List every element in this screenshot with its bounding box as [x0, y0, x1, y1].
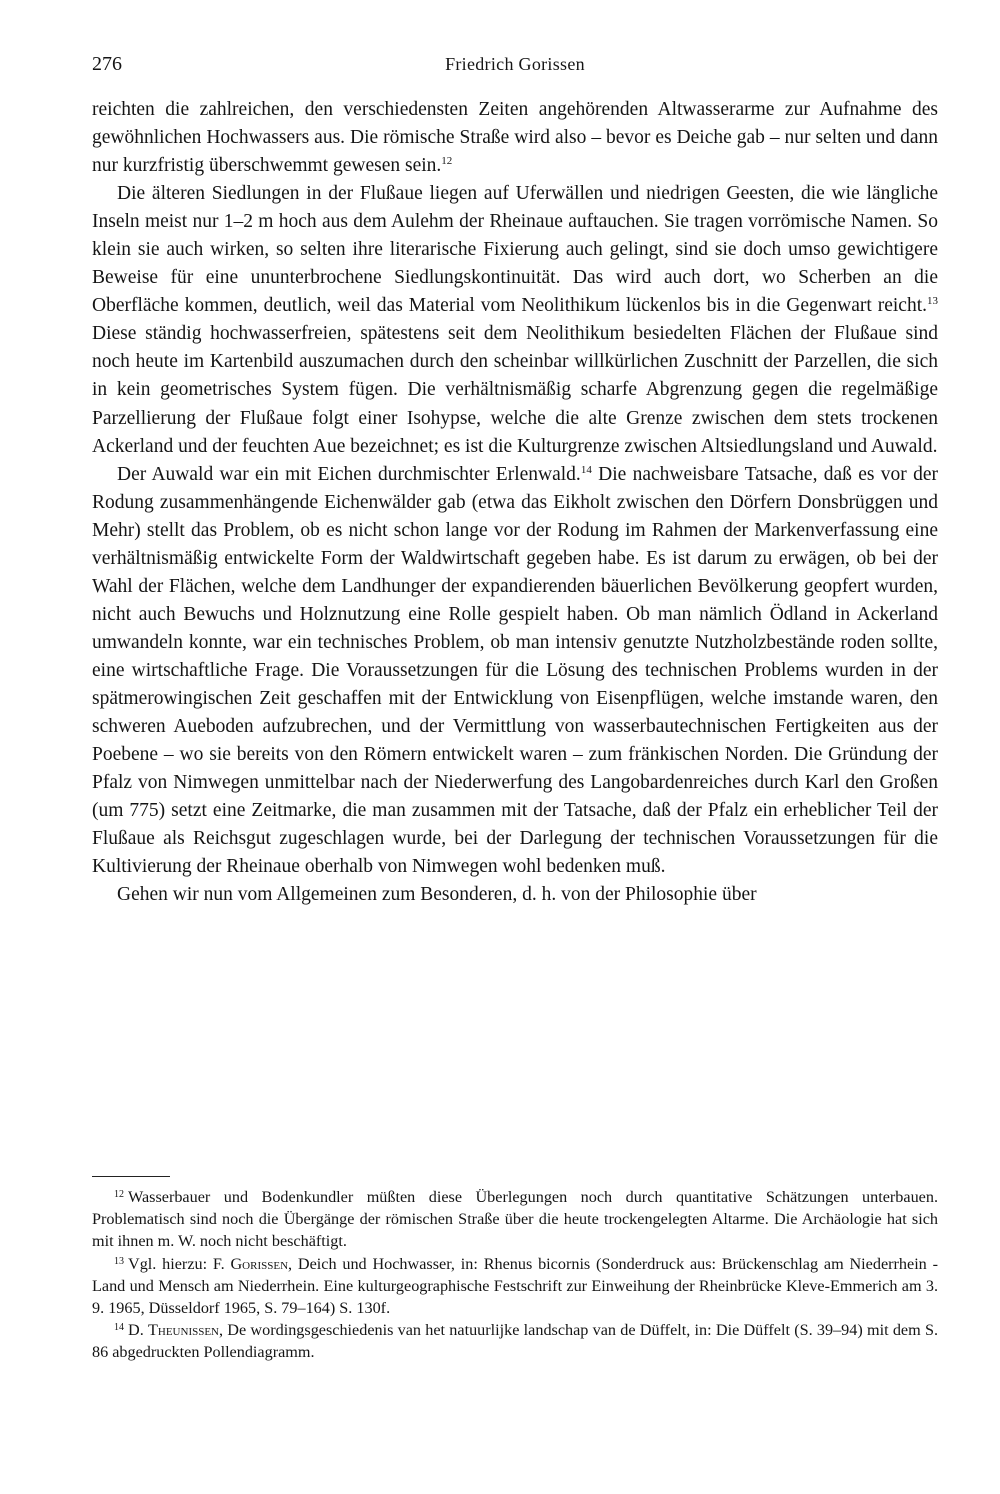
- paragraph-text: Die älteren Siedlungen in der Flußaue liegen auf Uferwällen und niedrigen Geesten, die wie längliche Inseln meist nur 1–2 m hoch aus dem Aulehm der Rheinaue auftauchen. Sie tragen vorrömische Namen. So klein sie auch wirken, so selten ihre literarische Fixierung auch gelingt, sind sie doch umso gewichtigere Beweise für eine ununterbrochene Siedlungskontinuität. Das wird auch dort, wo Scherben an die Oberfläche kommen, deutlich, weil das Material vom Neolithikum lückenlos bis in die Gegenwart reicht.: [92, 183, 938, 317]
- footnote-12: [92, 1186, 938, 1253]
- page-header: [92, 46, 938, 82]
- main-text: [92, 96, 938, 909]
- footnote-text: Vgl. hierzu: F.: [128, 1254, 231, 1273]
- paragraph-4: [92, 881, 938, 909]
- footnote-13: [92, 1253, 938, 1320]
- footnote-author: Gorissen: [230, 1254, 289, 1273]
- footnote-ref-13: 13: [927, 295, 938, 308]
- footnote-author: Theunissen: [148, 1321, 220, 1340]
- footnote-14: [92, 1319, 938, 1363]
- footnote-number: 13: [114, 1255, 124, 1267]
- paragraph-text: Gehen wir nun vom Allgemeinen zum Besonderen, d. h. von der Philosophie über: [117, 884, 757, 906]
- page-number: 276: [92, 53, 122, 75]
- paragraph-3: [92, 461, 938, 882]
- footnotes: [92, 1186, 938, 1364]
- paragraph-text: reichten die zahlreichen, den verschiedensten Zeiten angehörenden Altwasserarme zur Aufnahme des gewöhnlichen Hochwassers aus. Die römische Straße wird also – bevor es Deiche gab – nur selten und dann nur kurzfristig überschwemmt gewesen sein.: [92, 99, 938, 177]
- paragraph-text: Der Auwald war ein mit Eichen durchmischter Erlenwald.: [117, 463, 581, 485]
- running-head-author: Friedrich Gorissen: [445, 54, 585, 74]
- paragraph-text: Diese ständig hochwasserfreien, spätestens seit dem Neolithikum besiedelten Flächen der Flußaue sind noch heute im Kartenbild auszumachen durch den scheinbar willkürlichen Zuschnitt der Parzellen, die sich in kein geometrisches System fügen. Die verhältnismäßig scharfe Abgrenzung gegen die regelmäßige Parzellierung der Flußaue folgt einer Isohypse, welche die alte Grenze zwischen dem stets trockenen Ackerland und der feuchten Aue bezeichnet; es ist die Kulturgrenze zwischen Altsiedlungsland und Auwald.: [92, 323, 938, 457]
- footnote-ref-14: 14: [580, 463, 592, 476]
- footnote-text: , Deich und Hochwasser, in: Rhenus bicornis (Sonderdruck aus: Brückenschlag am Niederrhein - Land und Mensch am Niederrhein. Eine kulturgeographische Festschrift zur Einweihung der Rheinbrücke Kleve-Emmerich am 3. 9. 1965, Düsseldorf 1965, S. 79–164) S. 130f.: [92, 1254, 938, 1318]
- footnote-number: 12: [114, 1189, 124, 1200]
- paragraph-2: [92, 180, 938, 460]
- footnote-text: , De wordingsgeschiedenis van het natuurlijke landschap van de Düffelt, in: Die Düffelt (S. 39–94) mit dem S. 86 abgedruckten Pollendiagramm.: [92, 1321, 938, 1362]
- paragraph-1: [92, 96, 938, 180]
- footnote-number: 14: [114, 1322, 124, 1334]
- footnote-text: Wasserbauer und Bodenkundler müßten diese Überlegungen noch durch quantitative Schätzungen unterbauen. Problematisch sind noch die Übergänge der römischen Straße über die heute trockengelegten Altarme. Die Archäologie hat sich mit ihnen m. W. noch nicht beschäftigt.: [92, 1188, 938, 1251]
- footnote-text: D.: [128, 1321, 148, 1340]
- paragraph-text: Die nachweisbare Tatsache, daß es vor der Rodung zusammenhängende Eichenwälder gab (etwa das Eikholt zwischen den Dörfern Donsbrüggen und Mehr) stellt das Problem, ob es nicht schon lange vor der Rodung im Rahmen der Markenverfassung eine verhältnismäßig entwickelte Form der Waldwirtschaft gegeben habe. Es ist darum zu erwägen, ob bei der Wahl der Flächen, welche dem Landhunger der expandierenden bäuerlichen Bevölkerung geopfert wurden, nicht auch Bewuchs und Holznutzung eine Rolle gespielt haben. Ob man nämlich Ödland in Ackerland umwandeln konnte, war ein technisches Problem, ob man intensiv genutzte Nutzholzbestände roden sollte, eine wirtschaftliche Frage. Die Voraussetzungen für die Lösung des technischen Problems wurden in der spätmerowingischen Zeit geschaffen mit der Entwicklung von Eisenpflügen, welche imstande waren, den schweren Aueboden aufzubrechen, und der Vermittlung von wasserbautechnischen Fertigkeiten aus der Poebene – wo sie bereits von den Römern entwickelt waren – zum fränkischen Norden. Die Gründung der Pfalz von Nimwegen unmittelbar nach der Niederwerfung des Langobardenreiches durch Karl den Großen (um 775) setzt eine Zeitmarke, die man zusammen mit der Tatsache, daß der Pfalz ein erheblicher Teil der Flußaue als Reichsgut zugeschlagen wurde, bei der Darlegung der technischen Voraussetzungen für die Kultivierung der Rheinaue oberhalb von Nimwegen wohl bedenken muß.: [92, 463, 938, 878]
- footnote-ref-12: 12: [441, 155, 453, 168]
- footnote-separator: [92, 1176, 170, 1177]
